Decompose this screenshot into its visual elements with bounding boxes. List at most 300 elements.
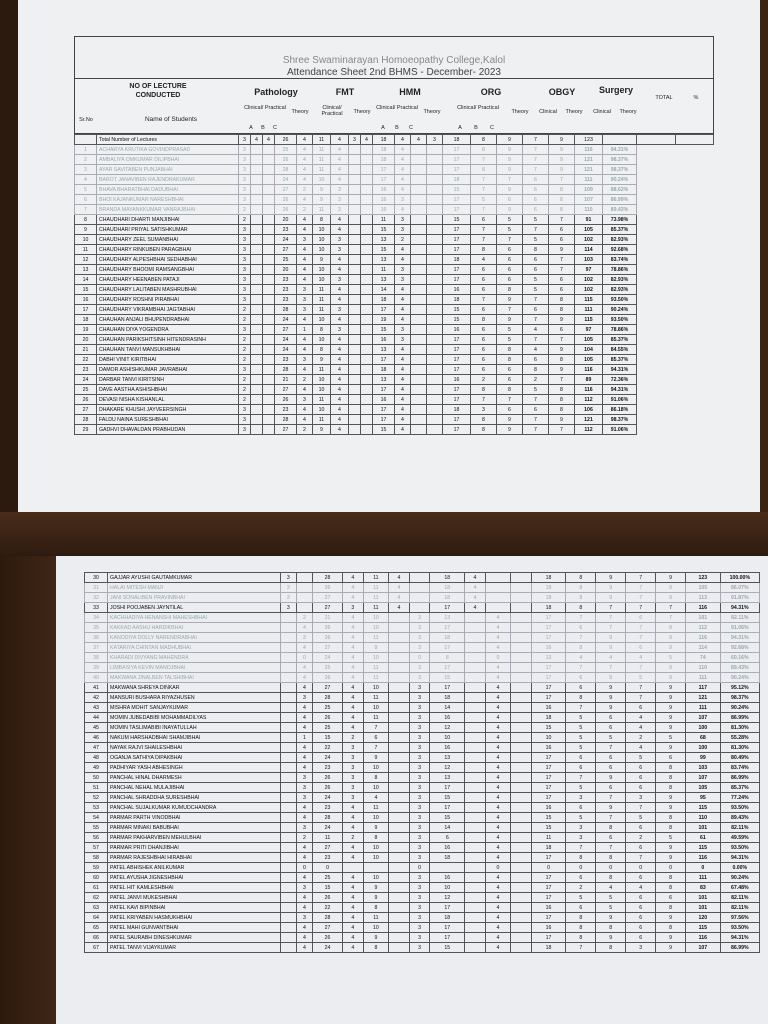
table-cell: 82.93% <box>603 285 637 295</box>
student-name-cell: CHAUDHARI PRIYAL SATISHKUMAR <box>97 225 239 235</box>
table-cell: 26 <box>313 673 343 683</box>
table-cell: 17 <box>531 693 566 703</box>
table-row <box>75 305 714 315</box>
table-cell: 90.24% <box>603 305 637 315</box>
table-cell: 2 <box>296 833 312 843</box>
table-cell: 11 <box>313 395 331 405</box>
table-cell: 95.12% <box>720 683 759 693</box>
table-cell: 27 <box>313 643 343 653</box>
table-cell: 4 <box>343 643 364 653</box>
table-cell: 4 <box>343 943 364 953</box>
table-row <box>85 783 760 793</box>
table-cell: 25 <box>275 255 297 265</box>
table-cell: 5 <box>626 813 656 823</box>
sr-no-cell: 31 <box>85 583 108 593</box>
table-cell <box>485 583 510 593</box>
sr-no-cell: 5 <box>75 185 97 195</box>
table-cell <box>349 185 361 195</box>
table-cell: 86.18% <box>603 405 637 415</box>
table-cell: 16 <box>430 843 465 853</box>
table-cell: 4 <box>485 813 510 823</box>
table-cell: 9 <box>596 913 626 923</box>
table-row <box>75 235 714 245</box>
table-cell <box>465 793 486 803</box>
table-cell: 26 <box>313 783 343 793</box>
table-cell: 91 <box>575 215 603 225</box>
table-cell <box>465 623 486 633</box>
table-cell: 18 <box>531 603 566 613</box>
table-cell: 17 <box>531 663 566 673</box>
table-cell <box>427 235 443 245</box>
table-cell: 24 <box>275 335 297 345</box>
table-cell: 82.93% <box>603 275 637 285</box>
table-cell: 4 <box>297 275 313 285</box>
table-cell <box>411 285 427 295</box>
student-name-cell: KATARIYA CHINTAN MADHUBHAI <box>108 643 281 653</box>
table-cell: 82.11% <box>720 613 759 623</box>
table-row <box>85 883 760 893</box>
table-cell: 8 <box>549 355 575 365</box>
table-cell: 115 <box>686 803 721 813</box>
table-cell <box>349 285 361 295</box>
table-cell: 17 <box>443 245 471 255</box>
table-cell <box>263 325 275 335</box>
table-cell: 4 <box>296 643 312 653</box>
table-cell: 17 <box>531 753 566 763</box>
table-cell <box>280 923 296 933</box>
table-cell: 17 <box>430 683 465 693</box>
table-cell: 27 <box>275 385 297 395</box>
table-cell: 10 <box>363 763 388 773</box>
table-cell: 9 <box>656 713 686 723</box>
table-cell: 7 <box>656 613 686 623</box>
table-cell: 0.00% <box>720 863 759 873</box>
table-cell: 3 <box>409 773 430 783</box>
table-cell: 4 <box>343 673 364 683</box>
table-cell <box>389 763 410 773</box>
table-cell <box>511 913 532 923</box>
table-cell: 4 <box>485 723 510 733</box>
table-cell: 86.99% <box>603 195 637 205</box>
table-cell: 17 <box>443 275 471 285</box>
table-cell: 74 <box>686 653 721 663</box>
table-cell: 114 <box>686 643 721 653</box>
table-cell <box>280 693 296 703</box>
table-cell: 121 <box>575 155 603 165</box>
table-cell: 2 <box>523 375 549 385</box>
table-cell: 18 <box>443 175 471 185</box>
table-cell: 4 <box>485 943 510 953</box>
table-cell <box>361 295 373 305</box>
table-cell: 6 <box>497 195 523 205</box>
table-cell: 89.43% <box>603 205 637 215</box>
table-cell: 6 <box>549 285 575 295</box>
table-cell: 15 <box>373 325 395 335</box>
table-cell: 3 <box>331 235 349 245</box>
table-cell: 8 <box>596 673 626 683</box>
table-cell: 17 <box>531 763 566 773</box>
table-cell: 11 <box>363 803 388 813</box>
table-cell: 3 <box>239 325 251 335</box>
table-cell: 15 <box>313 733 343 743</box>
total-lectures-cell: 18 <box>373 135 395 145</box>
student-name-cell: GADHVI DHAVALDAN PRABHUDAN <box>97 425 239 435</box>
table-cell: 11 <box>313 285 331 295</box>
table-cell: 8 <box>656 873 686 883</box>
table-cell: 110 <box>686 663 721 673</box>
table-cell <box>263 375 275 385</box>
table-cell <box>411 145 427 155</box>
table-cell <box>427 415 443 425</box>
table-cell <box>349 395 361 405</box>
table-cell: 21 <box>313 613 343 623</box>
table-cell: 3 <box>409 943 430 953</box>
table-cell: 17 <box>443 335 471 345</box>
sr-no-cell: 10 <box>75 235 97 245</box>
table-cell <box>511 733 532 743</box>
table-cell: 4 <box>343 913 364 923</box>
table-cell: 28 <box>275 165 297 175</box>
table-cell: 4 <box>331 385 349 395</box>
table-cell <box>389 703 410 713</box>
table-cell <box>361 245 373 255</box>
student-name-cell: PANCHAL NEHAL MULAJIBHAI <box>108 783 281 793</box>
student-name-cell: BAROT JANAVIBEN RAJENDRAKUMAR <box>97 175 239 185</box>
total-lectures-cell: 4 <box>361 135 373 145</box>
table-cell: 4 <box>395 205 411 215</box>
table-cell: 6 <box>523 255 549 265</box>
sr-no-cell: 4 <box>75 175 97 185</box>
table-cell: 8 <box>656 783 686 793</box>
table-cell: 3 <box>395 215 411 225</box>
table-cell: 5 <box>497 215 523 225</box>
table-cell <box>349 405 361 415</box>
table-cell <box>465 813 486 823</box>
table-cell: 18 <box>531 593 566 603</box>
table-cell: 9 <box>596 803 626 813</box>
table-cell: 7 <box>596 843 626 853</box>
sr-no-cell: 15 <box>75 285 97 295</box>
table-cell: 101 <box>686 613 721 623</box>
table-cell <box>511 743 532 753</box>
table-cell <box>511 663 532 673</box>
table-cell <box>349 225 361 235</box>
table-cell: 7 <box>626 803 656 813</box>
table-cell: 4 <box>465 593 486 603</box>
table-cell: 4 <box>485 703 510 713</box>
table-cell: 8 <box>566 933 596 943</box>
table-cell: 83.74% <box>720 763 759 773</box>
table-cell: 10 <box>363 813 388 823</box>
total-lectures-cell: 4 <box>297 135 313 145</box>
table-cell: 2 <box>297 185 313 195</box>
table-row <box>75 255 714 265</box>
table-cell <box>485 593 510 603</box>
table-row <box>75 245 714 255</box>
table-cell: 5 <box>566 743 596 753</box>
table-cell: 16 <box>430 713 465 723</box>
table-cell: 7 <box>523 425 549 435</box>
table-row <box>85 873 760 883</box>
table-cell <box>361 275 373 285</box>
table-cell: 9 <box>656 853 686 863</box>
table-cell <box>411 405 427 415</box>
table-cell <box>389 643 410 653</box>
attendance-sheet-page-2 <box>56 556 768 1024</box>
table-cell: 3 <box>395 325 411 335</box>
table-cell: 4 <box>296 743 312 753</box>
table-row <box>85 653 760 663</box>
table-cell <box>263 195 275 205</box>
table-row <box>85 903 760 913</box>
table-cell: 4 <box>343 893 364 903</box>
table-cell <box>389 783 410 793</box>
table-row <box>85 633 760 643</box>
table-cell: 9 <box>656 633 686 643</box>
table-cell: 3 <box>331 195 349 205</box>
table-cell: 27 <box>275 425 297 435</box>
table-row <box>75 325 714 335</box>
table-cell <box>411 225 427 235</box>
org-theory-header: Theory <box>511 109 529 115</box>
table-cell: 8 <box>566 603 596 613</box>
table-cell: 0 <box>485 653 510 663</box>
table-cell: 3 <box>409 823 430 833</box>
table-cell: 11 <box>363 913 388 923</box>
table-cell <box>251 305 263 315</box>
table-cell: 0 <box>485 863 510 873</box>
student-name-cell: PARMAR RAJESHBHAI HIRABHAI <box>108 853 281 863</box>
table-cell <box>389 933 410 943</box>
hmm-theory-header: Theory <box>423 109 441 115</box>
table-cell: 0 <box>656 863 686 873</box>
table-cell: 6 <box>471 355 497 365</box>
table-cell: 17 <box>373 385 395 395</box>
table-cell: 4 <box>395 285 411 295</box>
table-cell: 5 <box>566 723 596 733</box>
table-cell: 18 <box>531 843 566 853</box>
table-cell: 7 <box>596 613 626 623</box>
table-cell: 111 <box>686 703 721 713</box>
table-cell: 4 <box>343 873 364 883</box>
table-cell: 4 <box>296 753 312 763</box>
table-cell: 7 <box>549 375 575 385</box>
table-cell: 2 <box>239 355 251 365</box>
sr-no-cell: 21 <box>75 345 97 355</box>
subject-fmt: FMT <box>335 87 355 97</box>
table-cell: 14 <box>430 823 465 833</box>
table-cell: 7 <box>497 305 523 315</box>
table-cell: 94.31% <box>720 603 759 613</box>
student-name-cell: PARMAR PARTH VINODBHAI <box>108 813 281 823</box>
table-cell: 11 <box>363 673 388 683</box>
student-name-cell: JANI SONALIBEN PRAVINBHAI <box>108 593 281 603</box>
table-cell: 3 <box>239 275 251 285</box>
total-lectures-cell <box>675 135 714 145</box>
table-cell: 10 <box>363 703 388 713</box>
table-cell: 6 <box>497 255 523 265</box>
table-cell: 5 <box>566 783 596 793</box>
table-cell: 17 <box>430 643 465 653</box>
table-cell: 27 <box>313 843 343 853</box>
table-cell <box>485 573 510 583</box>
sr-no-cell: 43 <box>85 703 108 713</box>
student-name-cell: PATEL KRIYABEN HASMUKHBHAI <box>108 913 281 923</box>
table-cell: 16 <box>373 205 395 215</box>
table-cell: 93.50% <box>720 803 759 813</box>
table-cell: 94.31% <box>603 385 637 395</box>
table-cell: 27 <box>313 603 343 613</box>
student-name-cell: PARMAR PRITI DHANJIBHAI <box>108 843 281 853</box>
table-cell: 9 <box>656 673 686 683</box>
table-cell <box>511 703 532 713</box>
table-row <box>85 853 760 863</box>
table-cell: 4 <box>596 653 626 663</box>
total-lectures-cell: 9 <box>497 135 523 145</box>
sr-no-cell: 62 <box>85 893 108 903</box>
table-cell: 9 <box>656 843 686 853</box>
table-cell: 3 <box>409 913 430 923</box>
table-cell: 4 <box>485 693 510 703</box>
table-cell <box>389 613 410 623</box>
table-cell <box>263 395 275 405</box>
table-cell: 116 <box>686 633 721 643</box>
table-cell: 26 <box>275 195 297 205</box>
table-cell: 101 <box>686 903 721 913</box>
table-cell: 3 <box>409 813 430 823</box>
table-cell: 17 <box>443 385 471 395</box>
table-cell: 3 <box>626 793 656 803</box>
table-cell: 98.37% <box>603 415 637 425</box>
table-cell: 7 <box>523 145 549 155</box>
table-cell: 17 <box>443 365 471 375</box>
table-cell: 3 <box>409 743 430 753</box>
table-cell: 9 <box>656 703 686 713</box>
table-cell: 28 <box>313 693 343 703</box>
table-cell: 6 <box>566 673 596 683</box>
table-cell: 7 <box>626 633 656 643</box>
sr-no-cell: 61 <box>85 883 108 893</box>
table-cell <box>349 275 361 285</box>
sr-no-cell: 12 <box>75 255 97 265</box>
table-cell <box>427 245 443 255</box>
table-cell: 9 <box>549 155 575 165</box>
table-cell: 3 <box>343 603 364 613</box>
table-cell: 15 <box>373 225 395 235</box>
table-cell: 7 <box>363 723 388 733</box>
table-cell: 7 <box>566 773 596 783</box>
table-cell: 9 <box>497 145 523 155</box>
table-row <box>75 415 714 425</box>
table-cell: 3 <box>239 195 251 205</box>
table-cell: 16 <box>531 743 566 753</box>
table-cell: 8 <box>523 365 549 375</box>
table-cell <box>411 375 427 385</box>
table-cell: 98.37% <box>603 155 637 165</box>
table-cell: 102 <box>575 285 603 295</box>
table-cell: 2 <box>239 315 251 325</box>
table-cell <box>361 365 373 375</box>
table-cell <box>280 863 296 873</box>
fmt-clinical-header: Clinical/ Practical <box>321 105 343 117</box>
table-cell: 6 <box>497 365 523 375</box>
table-cell: 16 <box>443 375 471 385</box>
table-cell: 11 <box>313 833 343 843</box>
sr-no-cell: 14 <box>75 275 97 285</box>
table-cell <box>349 255 361 265</box>
surgery-clinical-header: Clinical <box>593 109 611 115</box>
table-cell: 7 <box>471 175 497 185</box>
table-cell: 9 <box>497 425 523 435</box>
table-cell: 21 <box>275 375 297 385</box>
table-cell: 18 <box>430 693 465 703</box>
table-cell: 1 <box>296 733 312 743</box>
table-cell: 6 <box>566 803 596 813</box>
table-cell: 3 <box>296 913 312 923</box>
table-cell: 11 <box>313 295 331 305</box>
table-cell: 4 <box>331 265 349 275</box>
table-cell <box>511 643 532 653</box>
percent-header: % <box>693 95 699 101</box>
table-cell: 4 <box>331 155 349 165</box>
table-cell: 7 <box>596 743 626 753</box>
table-cell: 85.37% <box>603 355 637 365</box>
table-cell: 4 <box>343 883 364 893</box>
table-cell: 23 <box>313 853 343 863</box>
table-cell: 8 <box>313 345 331 355</box>
table-row <box>85 893 760 903</box>
table-row <box>75 345 714 355</box>
sr-no-cell: 9 <box>75 225 97 235</box>
table-cell: 24 <box>275 175 297 185</box>
sr-no-cell: 16 <box>75 295 97 305</box>
table-cell: 93.50% <box>720 923 759 933</box>
table-cell: 6 <box>471 325 497 335</box>
table-cell: 16 <box>531 903 566 913</box>
table-cell: 18 <box>430 633 465 643</box>
attendance-title: Attendance Sheet 2nd BHMS - December- 2023 <box>286 67 501 78</box>
table-cell: 3 <box>409 723 430 733</box>
table-cell: 8 <box>313 325 331 335</box>
table-cell: 3 <box>566 793 596 803</box>
table-row <box>85 843 760 853</box>
table-cell: 4 <box>395 175 411 185</box>
total-header: TOTAL <box>655 95 673 101</box>
table-cell: 7 <box>549 335 575 345</box>
table-cell: 9 <box>656 743 686 753</box>
table-cell: 4 <box>331 395 349 405</box>
table-cell: 9 <box>549 415 575 425</box>
table-cell: 3 <box>280 583 296 593</box>
table-cell: 15 <box>531 723 566 733</box>
table-cell: 4 <box>343 713 364 723</box>
table-cell: 100 <box>686 743 721 753</box>
table-cell: 8 <box>549 305 575 315</box>
table-cell <box>411 215 427 225</box>
table-cell: 85.37% <box>603 225 637 235</box>
table-cell: 9 <box>656 803 686 813</box>
table-cell: 24 <box>275 235 297 245</box>
total-lectures-cell: 4 <box>263 135 275 145</box>
table-cell: 105 <box>575 355 603 365</box>
table-cell: 22 <box>313 903 343 913</box>
table-cell: 8 <box>656 903 686 913</box>
table-cell: 6 <box>596 723 626 733</box>
student-name-cell: MISHRA MOHIT SANJAYKUMAR <box>108 703 281 713</box>
table-row <box>75 185 714 195</box>
table-cell: 98.37% <box>603 165 637 175</box>
table-cell: 4 <box>395 165 411 175</box>
